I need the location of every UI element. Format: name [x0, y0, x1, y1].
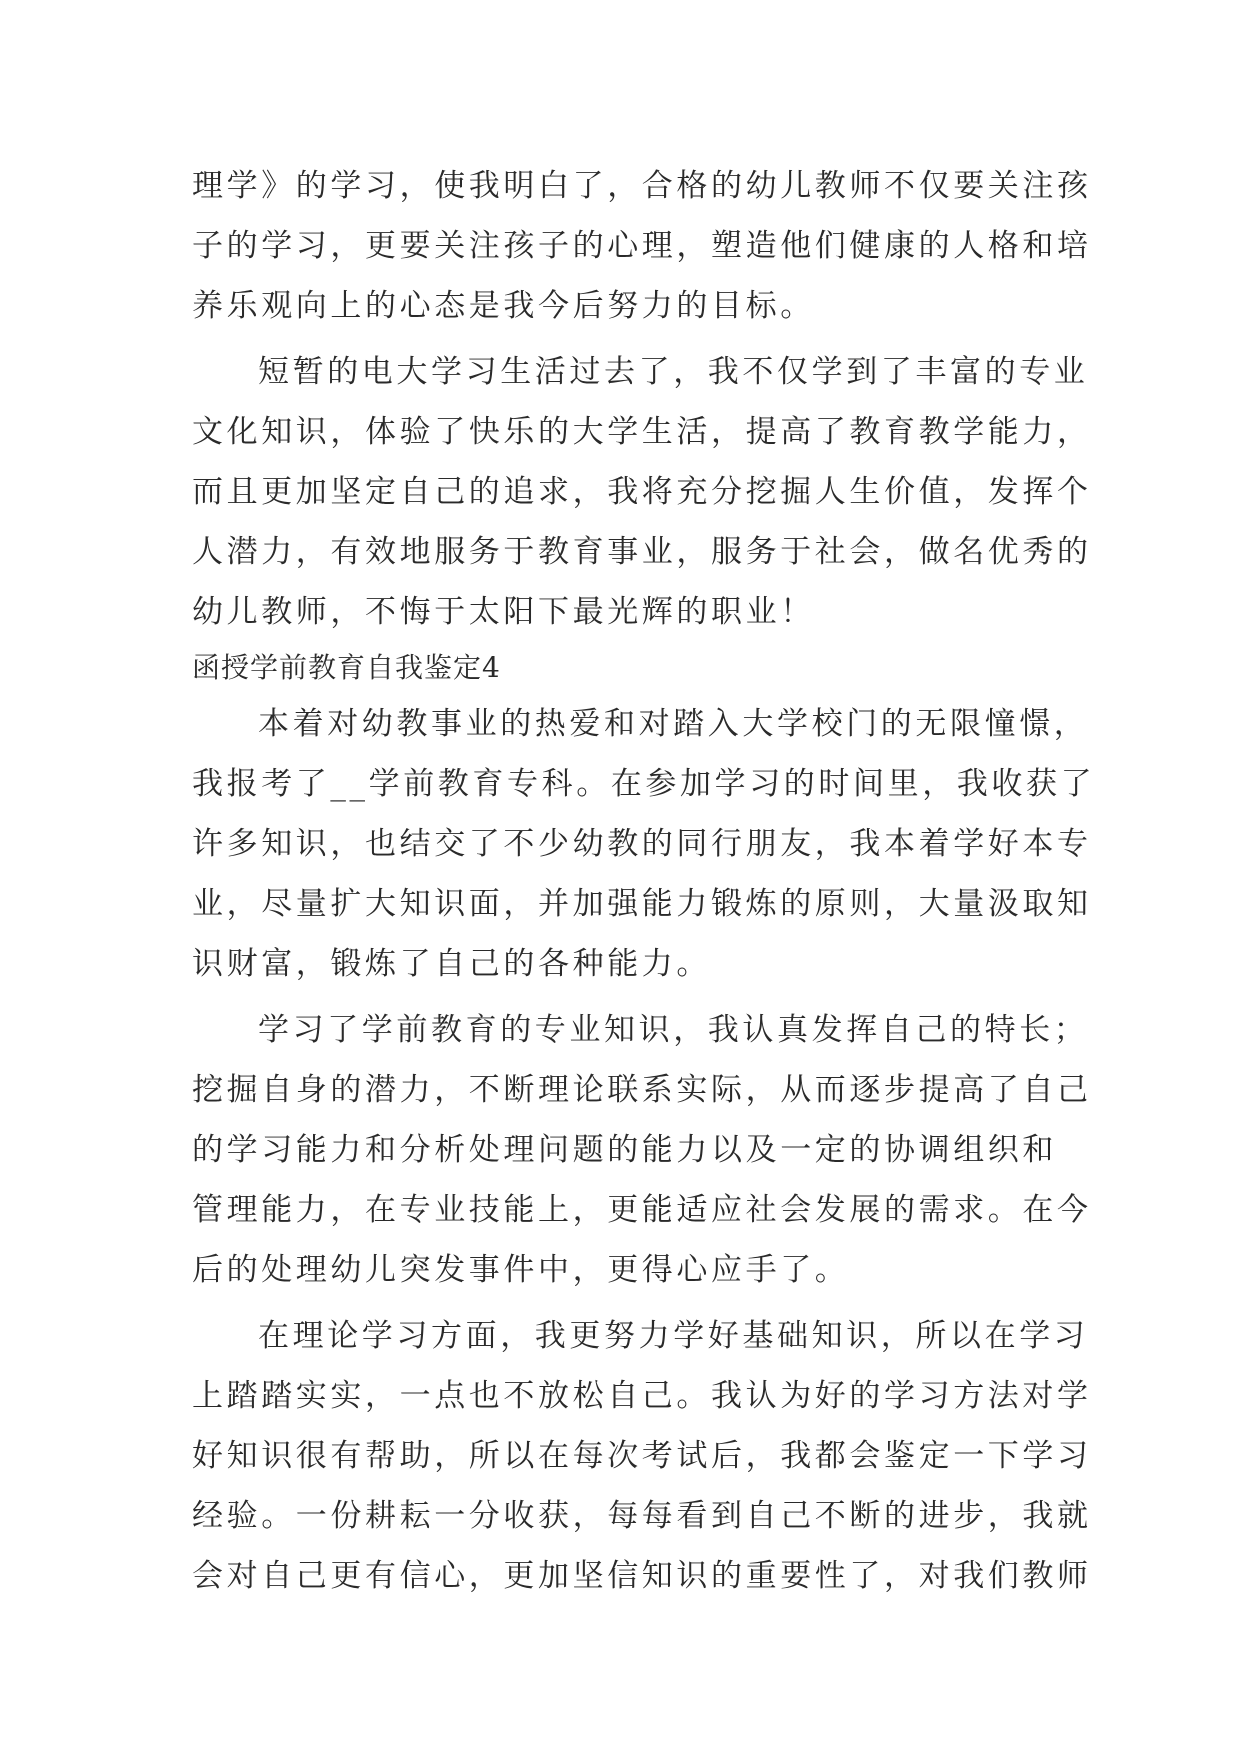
paragraph	[192, 342, 1092, 642]
paragraph	[192, 156, 1092, 336]
text-line: 养乐观向上的心态是我今后努力的目标。	[192, 288, 815, 324]
text-line: 识财富，锻炼了自己的各种能力。	[192, 946, 711, 982]
text-line: 子的学习，更要关注孩子的心理，塑造他们健康的人格和培	[192, 228, 1092, 264]
document-body	[192, 156, 1096, 1606]
text-line: 学习了学前教育的专业知识，我认真发挥自己的特长；	[258, 1012, 1089, 1048]
text-line: 的学习能力和分析处理问题的能力以及一定的协调组织和	[192, 1132, 1057, 1168]
text-line: 挖掘自身的潜力，不断理论联系实际，从而逐步提高了自己	[192, 1072, 1092, 1108]
text-line: 上踏踏实实，一点也不放松自己。我认为好的学习方法对学	[192, 1378, 1092, 1414]
text-line: 幼儿教师，不悔于太阳下最光辉的职业！	[192, 594, 815, 630]
text-line: 人潜力，有效地服务于教育事业，服务于社会，做名优秀的	[192, 534, 1092, 570]
section-heading: 函授学前教育自我鉴定4	[192, 651, 501, 684]
text-line: 后的处理幼儿突发事件中，更得心应手了。	[192, 1252, 850, 1288]
text-line: 短暂的电大学习生活过去了，我不仅学到了丰富的专业	[258, 354, 1089, 390]
paragraph	[192, 1000, 1092, 1300]
text-line: 理学》的学习，使我明白了，合格的幼儿教师不仅要关注孩	[192, 168, 1092, 204]
text-line: 经验。一份耕耘一分收获，每每看到自己不断的进步，我就	[192, 1498, 1092, 1534]
paragraph	[192, 1306, 1092, 1606]
text-line: 管理能力，在专业技能上，更能适应社会发展的需求。在今	[192, 1192, 1092, 1228]
text-line: 文化知识，体验了快乐的大学生活，提高了教育教学能力，	[192, 414, 1092, 450]
text-line: 好知识很有帮助，所以在每次考试后，我都会鉴定一下学习	[192, 1438, 1092, 1474]
text-line: 在理论学习方面，我更努力学好基础知识，所以在学习	[258, 1318, 1089, 1354]
paragraph	[192, 694, 1096, 994]
text-line: 本着对幼教事业的热爱和对踏入大学校门的无限憧憬，	[258, 706, 1089, 742]
text-line: 许多知识，也结交了不少幼教的同行朋友，我本着学好本专	[192, 826, 1092, 862]
text-line: 会对自己更有信心，更加坚信知识的重要性了，对我们教师	[192, 1558, 1092, 1594]
text-line: 我报考了__学前教育专科。在参加学习的时间里，我收获了	[192, 766, 1096, 802]
text-line: 业，尽量扩大知识面，并加强能力锻炼的原则，大量汲取知	[192, 886, 1092, 922]
text-line: 而且更加坚定自己的追求，我将充分挖掘人生价值，发挥个	[192, 474, 1092, 510]
